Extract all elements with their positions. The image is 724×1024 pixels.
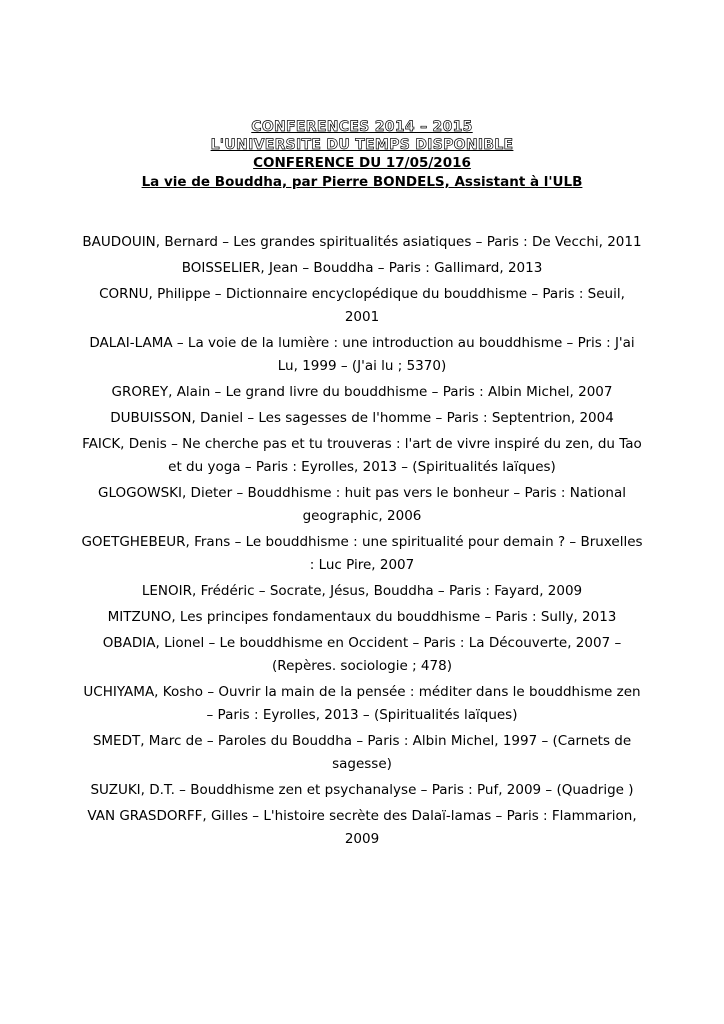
conference-series-title: CONFERENCES 2014 – 2015 [251, 119, 473, 135]
bibliography-entry: OBADIA, Lionel – Le bouddhisme en Occident – Paris : La Découverte, 2007 – (Repères. sociologie ; 478) [102, 635, 622, 674]
bibliography-entry: GROREY, Alain – Le grand livre du bouddhisme – Paris : Albin Michel, 2007 [111, 384, 613, 400]
bibliography-entry: SMEDT, Marc de – Paroles du Bouddha – Paris : Albin Michel, 1997 – (Carnets de sagesse) [92, 733, 632, 772]
conference-subject-title: La vie de Bouddha, par Pierre BONDELS, Assistant à l'ULB [141, 174, 583, 190]
bibliography-entry: CORNU, Philippe – Dictionnaire encyclopédique du bouddhisme – Paris : Seuil, 2001 [99, 286, 625, 325]
bibliography-entry: DALAI-LAMA – La voie de la lumière : une introduction au bouddhisme – Pris : J'ai Lu, 1999 – (J'ai lu ; 5370) [89, 335, 635, 374]
bibliography-entry: SUZUKI, D.T. – Bouddhisme zen et psychanalyse – Paris : Puf, 2009 – (Quadrige ) [90, 782, 634, 798]
bibliography-entry: VAN GRASDORFF, Gilles – L'histoire secrète des Dalaï-lamas – Paris : Flammarion, 2009 [87, 808, 637, 847]
bibliography-entry: FAICK, Denis – Ne cherche pas et tu trouveras : l'art de vivre inspiré du zen, du Tao et du yoga – Paris : Eyrolles, 2013 – (Spiritualités laïques) [82, 436, 642, 475]
bibliography-entry: BAUDOUIN, Bernard – Les grandes spiritualités asiatiques – Paris : De Vecchi, 2011 [82, 234, 642, 250]
bibliography-entry: MITZUNO, Les principes fondamentaux du bouddhisme – Paris : Sully, 2013 [107, 609, 617, 625]
conference-date-title: CONFERENCE DU 17/05/2016 [253, 155, 471, 171]
bibliography-entry: BOISSELIER, Jean – Bouddha – Paris : Gallimard, 2013 [181, 260, 543, 276]
bibliography-entry: GLOGOWSKI, Dieter – Bouddhisme : huit pas vers le bonheur – Paris : National geographic, 2006 [98, 485, 626, 524]
document-header [60, 118, 664, 192]
bibliography-list [80, 231, 644, 854]
bibliography-entry: UCHIYAMA, Kosho – Ouvrir la main de la pensée : méditer dans le bouddhisme zen – Paris : Eyrolles, 2013 – (Spiritualités laïques) [83, 684, 641, 723]
organization-title: L'UNIVERSITE DU TEMPS DISPONIBLE [210, 137, 514, 153]
bibliography-entry: LENOIR, Frédéric – Socrate, Jésus, Bouddha – Paris : Fayard, 2009 [141, 583, 583, 599]
bibliography-entry: DUBUISSON, Daniel – Les sagesses de l'homme – Paris : Septentrion, 2004 [110, 410, 614, 426]
bibliography-entry: GOETGHEBEUR, Frans – Le bouddhisme : une spiritualité pour demain ? – Bruxelles : Luc Pire, 2007 [81, 534, 643, 573]
